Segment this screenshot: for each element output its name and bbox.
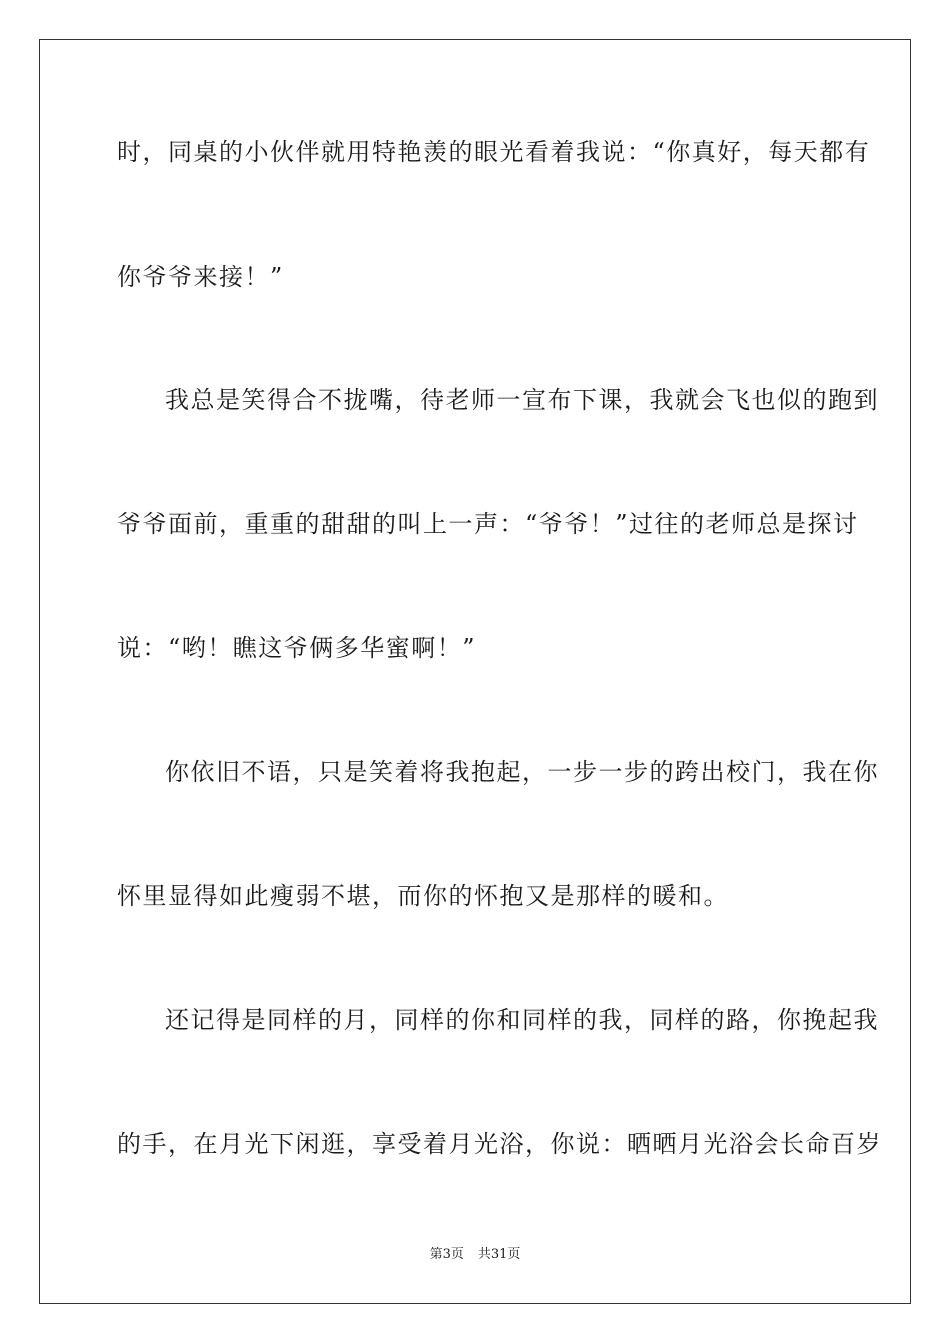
paragraph-line: 说：“哟！瞧这爷俩多华蜜啊！” (117, 634, 477, 662)
paragraph-line: 时，同桌的小伙伴就用特艳羡的眼光看着我说：“你真好，每天都有 (117, 138, 871, 166)
paragraph-line: 你依旧不语，只是笑着将我抱起，一步一步的跨出校门，我在你 (165, 758, 879, 786)
paragraph-line: 怀里显得如此瘦弱不堪，而你的怀抱又是那样的暖和。 (117, 882, 729, 910)
paragraph-line: 的手，在月光下闲逛，享受着月光浴，你说：晒晒月光浴会长命百岁 (117, 1130, 882, 1158)
paragraph-line: 还记得是同样的月，同样的你和同样的我，同样的路，你挽起我 (165, 1006, 879, 1034)
paragraph-line: 你爷爷来接！” (117, 263, 284, 291)
paragraph-line: 我总是笑得合不拢嘴，待老师一宣布下课，我就会飞也似的跑到 (165, 386, 879, 414)
page-border (39, 39, 911, 1304)
paragraph-line: 爷爷面前，重重的甜甜的叫上一声：“爷爷！”过往的老师总是探讨 (117, 510, 859, 538)
page-footer (0, 1246, 950, 1264)
page-total: 共31页 (477, 1247, 521, 1262)
page-number: 第3页 (429, 1247, 464, 1262)
